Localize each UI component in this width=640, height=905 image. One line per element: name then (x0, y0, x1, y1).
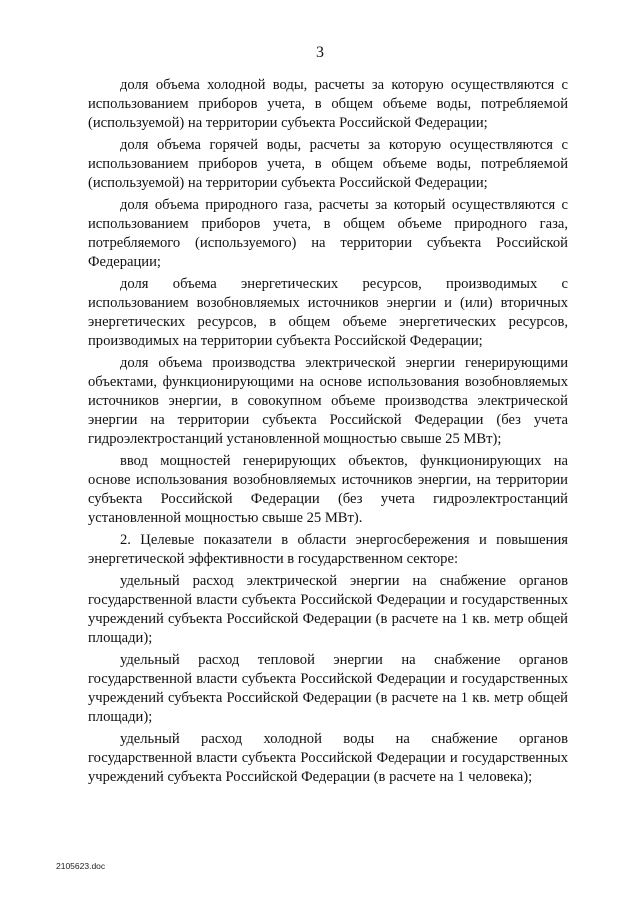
paragraph-electricity-consumption: удельный расход электрической энергии на снабжение органов государственной власти субъекта Российской Федерации и государственных учреждений субъекта Российской Федерации (в расчете на 1 кв. метр общей площади); (88, 573, 568, 646)
paragraph-hot-water-metering: доля объема горячей воды, расчеты за которую осуществляются с использованием приборов учета, в общем объеме воды, потребляемой (используемой) на территории субъекта Российской Федерации; (88, 137, 568, 191)
paragraph-renewable-electricity-production: доля объема производства электрической энергии генерирующими объектами, функционирующими на основе использования возобновляемых источников энергии, в совокупном объеме производства электрической энергии на территории субъекта Российской Федерации (без учета гидроэлектростанций установленной мощностью свыше 25 МВт); (88, 355, 568, 447)
paragraph-cold-water-metering: доля объема холодной воды, расчеты за которую осуществляются с использованием приборов учета, в общем объеме воды, потребляемой (используемой) на территории субъекта Российской Федерации; (88, 77, 568, 131)
paragraph-renewable-capacity-commissioning: ввод мощностей генерирующих объектов, функционирующих на основе использования возобновляемых источников энергии, на территории субъекта Российской Федерации (без учета гидроэлектростанций установленной мощностью свыше 25 МВт). (88, 453, 568, 526)
document-file-code: 2105623.doc (56, 861, 106, 871)
paragraph-cold-water-consumption: удельный расход холодной воды на снабжение органов государственной власти субъекта Российской Федерации и государственных учреждений субъекта Российской Федерации (в расчете на 1 человека); (88, 731, 568, 785)
paragraph-natural-gas-metering: доля объема природного газа, расчеты за который осуществляются с использованием приборов учета, в общем объеме природного газа, потребляемого (используемого) на территории субъекта Российской Федерации; (88, 197, 568, 270)
paragraph-heat-consumption: удельный расход тепловой энергии на снабжение органов государственной власти субъекта Российской Федерации и государственных учреждений субъекта Российской Федерации (в расчете на 1 кв. метр общей площади); (88, 652, 568, 725)
page-number: 3 (316, 44, 324, 61)
paragraph-public-sector-targets-heading: 2. Целевые показатели в области энергосбережения и повышения энергетической эффективности в государственном секторе: (88, 532, 568, 567)
document-body (88, 76, 568, 790)
paragraph-renewable-energy-resources: доля объема энергетических ресурсов, производимых с использованием возобновляемых источников энергии и (или) вторичных энергетических ресурсов, в общем объеме энергетических ресурсов, производимых на территории субъекта Российской Федерации; (88, 276, 568, 349)
